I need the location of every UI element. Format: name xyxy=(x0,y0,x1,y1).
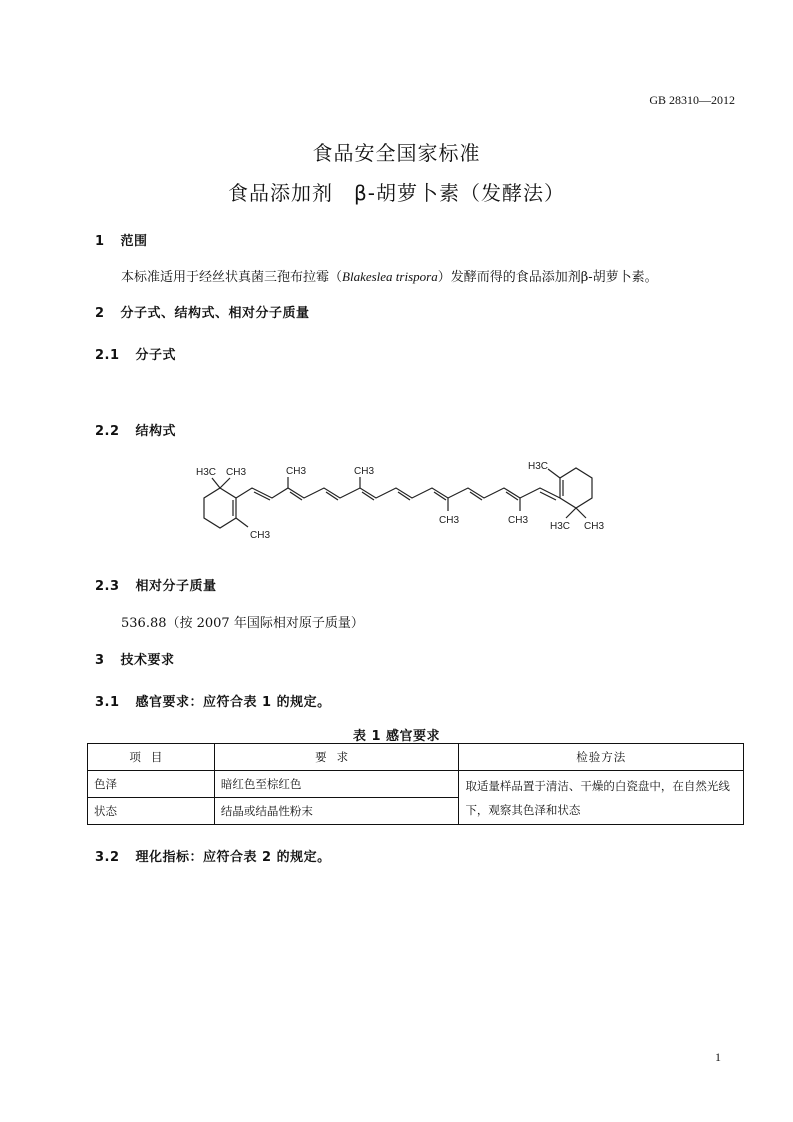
ring2-methyl-label: H3C xyxy=(528,461,549,472)
scope-text-after: ）发酵而得的食品添加剂β-胡萝卜素。 xyxy=(437,270,658,285)
table-row xyxy=(88,771,744,798)
left-methyl-bond xyxy=(236,518,248,527)
table-header-method: 检验方法 xyxy=(459,744,744,771)
section-number: 2.1 xyxy=(95,348,120,363)
chain-methyl-label-4: CH3 xyxy=(508,515,529,526)
chain-methyl-label-2: CH3 xyxy=(354,466,375,477)
section-2-1-heading xyxy=(95,344,176,363)
table-1-caption: 表 1 感官要求 xyxy=(352,729,441,744)
section-number: 3 xyxy=(95,653,105,668)
ring1-gem-right-label: CH3 xyxy=(226,467,247,478)
section-title: 相对分子质量 xyxy=(135,579,217,594)
table-1-sensory-requirements xyxy=(87,743,744,825)
section-title: 分子式、结构式、相对分子质量 xyxy=(120,306,310,321)
right-methyl-bond xyxy=(548,469,560,478)
page-number: 1 xyxy=(715,1050,721,1064)
table-cell-requirement: 结晶或结晶性粉末 xyxy=(214,798,459,825)
table-header-item: 项目 xyxy=(88,744,215,771)
left-gem-bond-a xyxy=(212,478,220,488)
left-gem-bond-b xyxy=(220,478,230,488)
section-title: 感官要求：应符合表 1 的规定。 xyxy=(135,695,331,710)
structural-formula-diagram xyxy=(190,455,620,555)
chain-methyl-label-1: CH3 xyxy=(286,466,307,477)
section-number: 2.2 xyxy=(95,424,120,439)
ring2-gem-left-label: H3C xyxy=(550,521,571,532)
section-3-2-heading xyxy=(95,846,331,865)
section-title: 范围 xyxy=(120,234,148,249)
section-number: 2 xyxy=(95,306,105,321)
section-2-3-heading xyxy=(95,575,217,594)
chain-methyl-label-3: CH3 xyxy=(439,515,460,526)
right-gem-bond-b xyxy=(576,508,586,518)
table-cell-item: 状态 xyxy=(88,798,215,825)
section-3-heading xyxy=(95,649,175,668)
species-name: Blakeslea trispora xyxy=(342,269,438,284)
section-number: 1 xyxy=(95,234,105,249)
standard-number: GB 28310—2012 xyxy=(649,93,735,107)
right-gem-bond-a xyxy=(566,508,576,518)
table-cell-requirement: 暗红色至棕红色 xyxy=(214,771,459,798)
polyene-chain xyxy=(236,488,560,498)
chain-double-bond-9 xyxy=(540,492,556,500)
ring2-gem-right-label: CH3 xyxy=(584,521,605,532)
table-cell-method: 取适量样品置于清洁、干燥的白瓷盘中，在自然光线下，观察其色泽和状态 xyxy=(459,771,744,825)
scope-paragraph xyxy=(121,266,658,285)
section-3-1-heading xyxy=(95,691,331,710)
table-header-requirement: 要求 xyxy=(214,744,459,771)
left-ring xyxy=(204,488,236,528)
section-title: 理化指标：应符合表 2 的规定。 xyxy=(135,850,331,865)
section-1-heading xyxy=(95,230,148,249)
section-2-2-heading xyxy=(95,420,176,439)
section-title: 技术要求 xyxy=(120,653,175,668)
right-ring xyxy=(560,468,592,508)
relative-molecular-mass: 536.88（按 2007 年国际相对原子质量） xyxy=(121,616,364,631)
table-header-row xyxy=(88,744,744,771)
section-number: 3.2 xyxy=(95,850,120,865)
scope-text-before: 本标准适用于经丝状真菌三孢布拉霉（ xyxy=(121,270,343,285)
ring1-gem-left-label: H3C xyxy=(196,467,217,478)
section-2-heading xyxy=(95,302,310,321)
document-title-line1: 食品安全国家标准 xyxy=(312,141,481,165)
section-title: 结构式 xyxy=(135,424,177,439)
section-title: 分子式 xyxy=(135,348,177,363)
section-number: 3.1 xyxy=(95,695,120,710)
table-cell-item: 色泽 xyxy=(88,771,215,798)
ring1-methyl-label: CH3 xyxy=(250,530,271,541)
section-number: 2.3 xyxy=(95,579,120,594)
document-title-line2: 食品添加剂 β-胡萝卜素（发酵法） xyxy=(228,181,565,205)
